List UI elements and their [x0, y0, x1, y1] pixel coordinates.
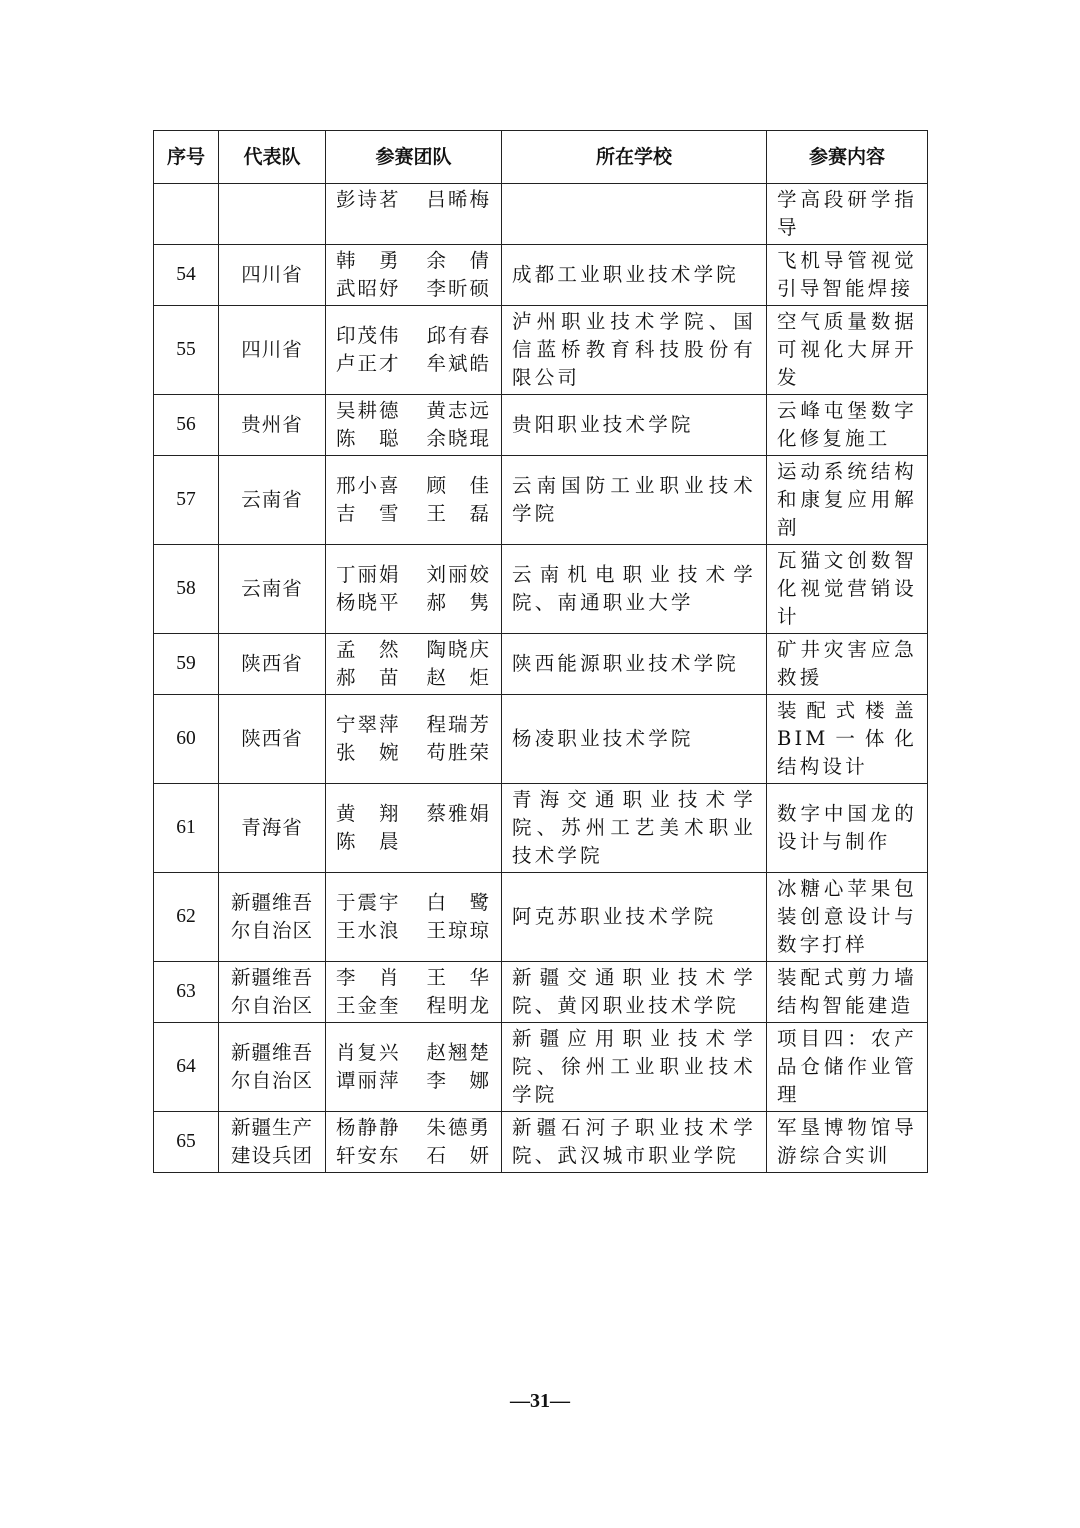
cell-members — [326, 1112, 502, 1173]
member-line — [336, 964, 491, 992]
member-name: 陈 晨 — [336, 830, 401, 853]
member-line — [336, 275, 491, 303]
table-row — [154, 184, 928, 245]
member-name: 邱有春 — [426, 324, 491, 347]
cell-school: 青海交通职业技术学院、苏州工艺美术职业技术学院 — [502, 784, 767, 873]
member-line — [336, 1142, 491, 1170]
member-line — [336, 739, 491, 767]
cell-seq: 56 — [154, 395, 219, 456]
cell-members — [326, 962, 502, 1023]
cell-team: 新疆维吾尔自治区 — [219, 1023, 326, 1112]
cell-content: 矿井灾害应急救援 — [767, 634, 928, 695]
member-name: 肖复兴 — [336, 1041, 401, 1064]
member-name: 黄 翔 — [336, 802, 401, 825]
member-name: 牟斌皓 — [426, 352, 491, 375]
cell-school: 杨凌职业技术学院 — [502, 695, 767, 784]
table-row — [154, 695, 928, 784]
cell-content: 项目四：农产品仓储作业管理 — [767, 1023, 928, 1112]
cell-seq: 60 — [154, 695, 219, 784]
member-line — [336, 397, 491, 425]
cell-team: 新疆维吾尔自治区 — [219, 873, 326, 962]
member-name: 程瑞芳 — [426, 713, 491, 736]
cell-school: 陕西能源职业技术学院 — [502, 634, 767, 695]
cell-members — [326, 873, 502, 962]
member-name: 孟 然 — [336, 638, 401, 661]
cell-school: 新疆应用职业技术学院、徐州工业职业技术学院 — [502, 1023, 767, 1112]
member-line — [336, 589, 491, 617]
cell-school: 新疆石河子职业技术学院、武汉城市职业学院 — [502, 1112, 767, 1173]
cell-content: 运动系统结构和康复应用解剖 — [767, 456, 928, 545]
member-name: 丁丽娟 — [336, 563, 401, 586]
cell-members — [326, 1023, 502, 1112]
member-name: 印茂伟 — [336, 324, 401, 347]
cell-members — [326, 784, 502, 873]
cell-seq: 58 — [154, 545, 219, 634]
member-name: 武昭妤 — [336, 277, 401, 300]
table-row — [154, 1023, 928, 1112]
cell-content: 军垦博物馆导游综合实训 — [767, 1112, 928, 1173]
table-row — [154, 545, 928, 634]
member-line — [336, 472, 491, 500]
cell-seq — [154, 184, 219, 245]
cell-team: 陕西省 — [219, 634, 326, 695]
header-school: 所在学校 — [502, 131, 767, 184]
cell-team: 四川省 — [219, 306, 326, 395]
member-name: 程明龙 — [426, 994, 491, 1017]
cell-seq: 54 — [154, 245, 219, 306]
member-line — [336, 186, 491, 214]
member-name: 黄志远 — [426, 399, 491, 422]
table-row — [154, 784, 928, 873]
header-team: 代表队 — [219, 131, 326, 184]
member-line — [336, 247, 491, 275]
cell-members — [326, 184, 502, 245]
member-name: 赵 炬 — [426, 666, 491, 689]
cell-school: 成都工业职业技术学院 — [502, 245, 767, 306]
member-name: 谭丽萍 — [336, 1069, 401, 1092]
member-line — [336, 636, 491, 664]
member-line — [336, 561, 491, 589]
table-row — [154, 306, 928, 395]
cell-school: 阿克苏职业技术学院 — [502, 873, 767, 962]
participants-table — [153, 130, 928, 1173]
member-name: 王水浪 — [336, 919, 401, 942]
cell-seq: 59 — [154, 634, 219, 695]
member-name: 余 倩 — [426, 249, 491, 272]
cell-seq: 63 — [154, 962, 219, 1023]
cell-members — [326, 545, 502, 634]
member-name: 李昕硕 — [426, 277, 491, 300]
member-name: 郝 苗 — [336, 666, 401, 689]
table-row — [154, 634, 928, 695]
table-header-row — [154, 131, 928, 184]
cell-team: 青海省 — [219, 784, 326, 873]
member-name: 宁翠萍 — [336, 713, 401, 736]
table-row — [154, 873, 928, 962]
member-name: 吉 雪 — [336, 502, 401, 525]
member-name: 彭诗茗 — [336, 188, 401, 211]
member-name: 顾 佳 — [426, 474, 491, 497]
cell-team: 新疆生产建设兵团 — [219, 1112, 326, 1173]
member-line — [336, 828, 491, 856]
cell-content: 学高段研学指导 — [767, 184, 928, 245]
member-name: 吴耕德 — [336, 399, 401, 422]
cell-team: 四川省 — [219, 245, 326, 306]
member-name: 白 鹭 — [426, 891, 491, 914]
member-name: 韩 勇 — [336, 249, 401, 272]
member-line — [336, 1114, 491, 1142]
cell-content: 冰糖心苹果包装创意设计与数字打样 — [767, 873, 928, 962]
cell-seq: 64 — [154, 1023, 219, 1112]
member-name: 杨晓平 — [336, 591, 401, 614]
cell-seq: 65 — [154, 1112, 219, 1173]
cell-members — [326, 634, 502, 695]
member-name: 卢正才 — [336, 352, 401, 375]
member-name: 赵翘楚 — [426, 1041, 491, 1064]
cell-seq: 61 — [154, 784, 219, 873]
member-name: 余晓琨 — [426, 427, 491, 450]
member-name: 王 华 — [426, 966, 491, 989]
cell-team: 云南省 — [219, 545, 326, 634]
member-name: 王 磊 — [426, 502, 491, 525]
cell-members — [326, 306, 502, 395]
cell-team: 新疆维吾尔自治区 — [219, 962, 326, 1023]
cell-content: 云峰屯堡数字化修复施工 — [767, 395, 928, 456]
cell-content: 空气质量数据可视化大屏开发 — [767, 306, 928, 395]
member-line — [336, 664, 491, 692]
cell-team: 陕西省 — [219, 695, 326, 784]
member-line — [336, 350, 491, 378]
member-name: 陈 聪 — [336, 427, 401, 450]
table-row — [154, 245, 928, 306]
member-line — [336, 1067, 491, 1095]
cell-school — [502, 184, 767, 245]
member-name: 苟胜荣 — [426, 741, 491, 764]
cell-content: 装配式剪力墙结构智能建造 — [767, 962, 928, 1023]
header-members: 参赛团队 — [326, 131, 502, 184]
cell-team: 云南省 — [219, 456, 326, 545]
header-content: 参赛内容 — [767, 131, 928, 184]
cell-school: 泸州职业技术学院、国信蓝桥教育科技股份有限公司 — [502, 306, 767, 395]
cell-content: 瓦猫文创数智化视觉营销设计 — [767, 545, 928, 634]
cell-school: 云南机电职业技术学院、南通职业大学 — [502, 545, 767, 634]
member-line — [336, 889, 491, 917]
cell-school: 云南国防工业职业技术学院 — [502, 456, 767, 545]
cell-content: 飞机导管视觉引导智能焊接 — [767, 245, 928, 306]
cell-members — [326, 395, 502, 456]
table-row — [154, 456, 928, 545]
cell-content: 装配式楼盖BIM一体化结构设计 — [767, 695, 928, 784]
cell-members — [326, 456, 502, 545]
member-name: 于震宇 — [336, 891, 401, 914]
member-line — [336, 992, 491, 1020]
member-line — [336, 711, 491, 739]
cell-school: 新疆交通职业技术学院、黄冈职业技术学院 — [502, 962, 767, 1023]
cell-seq: 55 — [154, 306, 219, 395]
cell-members — [326, 695, 502, 784]
member-name: 轩安东 — [336, 1144, 401, 1167]
member-name: 邢小喜 — [336, 474, 401, 497]
member-line — [336, 1039, 491, 1067]
member-line — [336, 500, 491, 528]
cell-team: 贵州省 — [219, 395, 326, 456]
cell-seq: 57 — [154, 456, 219, 545]
member-name: 李 娜 — [426, 1069, 491, 1092]
cell-school: 贵阳职业技术学院 — [502, 395, 767, 456]
member-name: 杨静静 — [336, 1116, 401, 1139]
cell-content: 数字中国龙的设计与制作 — [767, 784, 928, 873]
cell-team — [219, 184, 326, 245]
table-row — [154, 962, 928, 1023]
member-name: 陶晓庆 — [426, 638, 491, 661]
header-seq: 序号 — [154, 131, 219, 184]
member-name: 石 妍 — [426, 1144, 491, 1167]
member-name: 刘丽姣 — [426, 563, 491, 586]
member-line — [336, 800, 491, 828]
member-name: 李 肖 — [336, 966, 401, 989]
cell-members — [326, 245, 502, 306]
table-row — [154, 395, 928, 456]
member-line — [336, 917, 491, 945]
page-number: —31— — [510, 1390, 570, 1412]
member-name: 王琼琼 — [426, 919, 491, 942]
member-name: 王金奎 — [336, 994, 401, 1017]
member-name: 吕晞梅 — [426, 188, 491, 211]
member-name: 郝 隽 — [426, 591, 491, 614]
member-line — [336, 425, 491, 453]
member-name: 朱德勇 — [426, 1116, 491, 1139]
member-name: 蔡雅娟 — [426, 802, 491, 825]
member-line — [336, 322, 491, 350]
member-name: 张 婉 — [336, 741, 401, 764]
cell-seq: 62 — [154, 873, 219, 962]
table-row — [154, 1112, 928, 1173]
